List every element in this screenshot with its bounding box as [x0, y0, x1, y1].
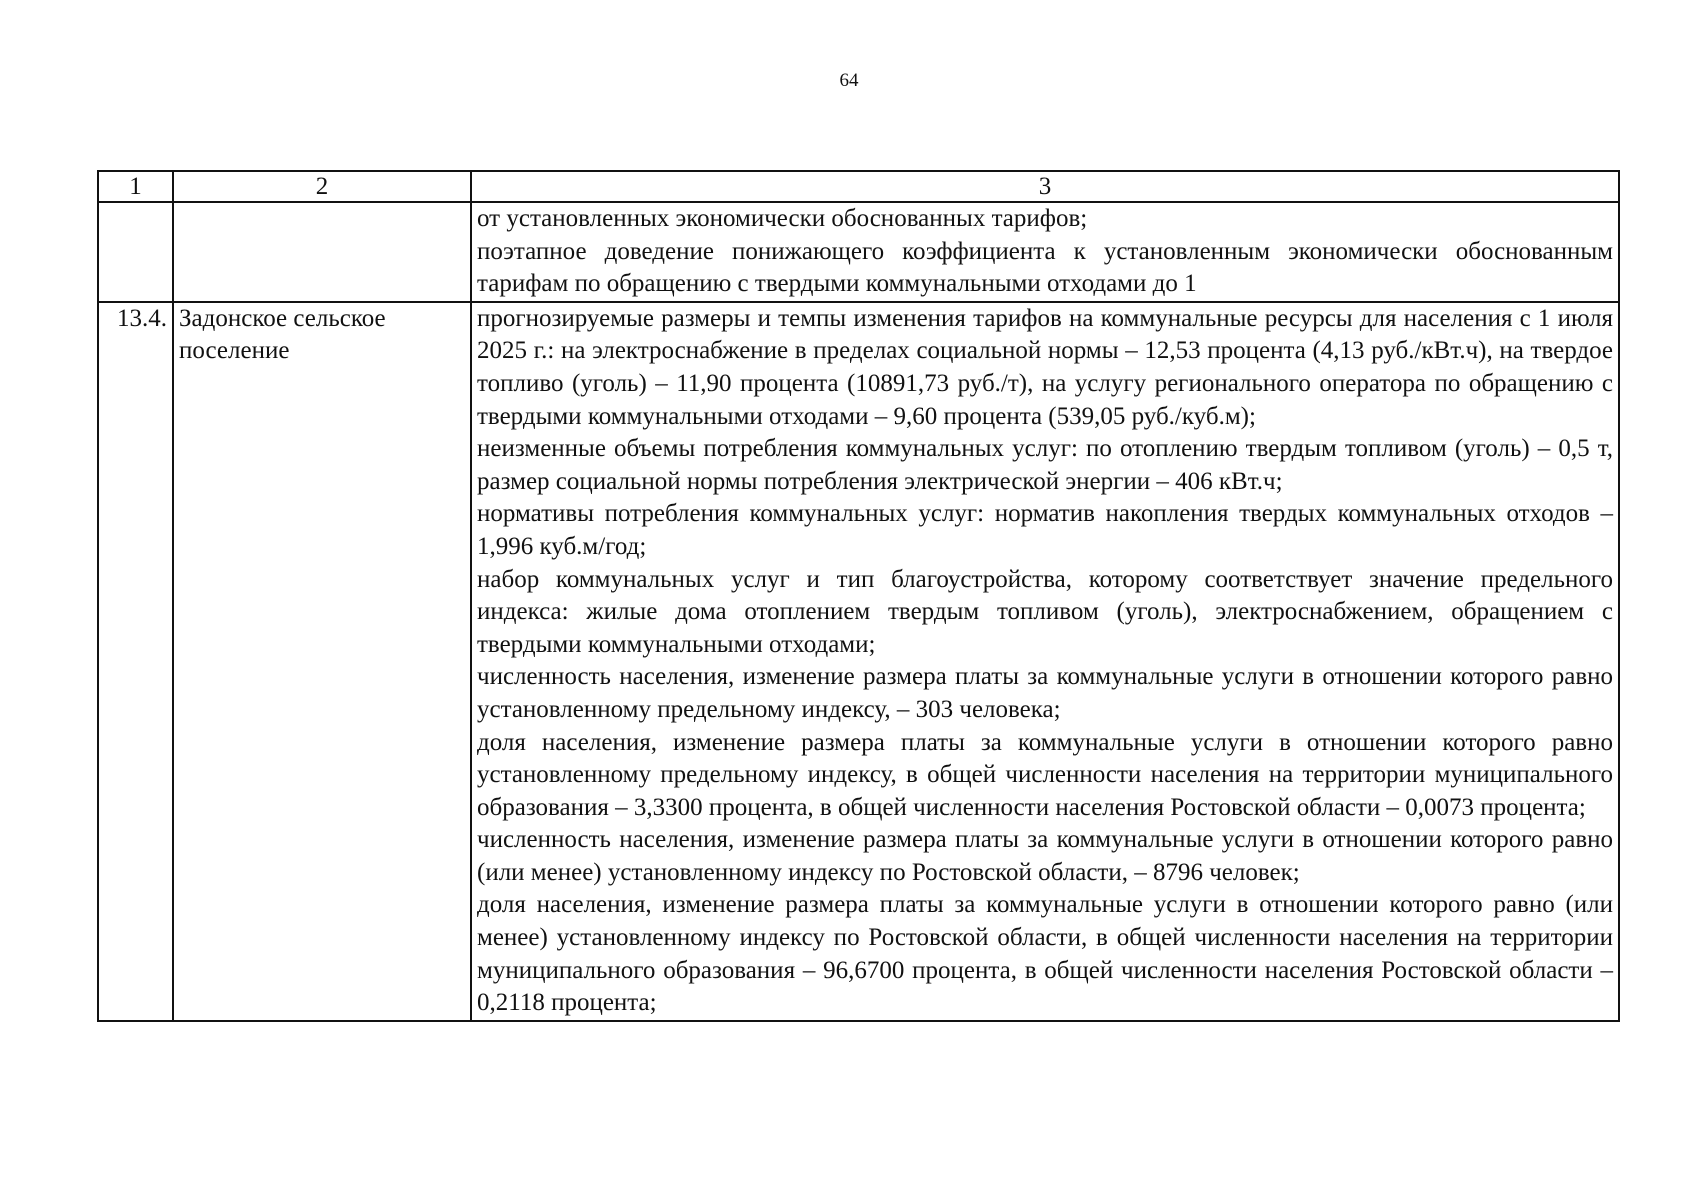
- paragraph: нормативы потребления коммунальных услуг: норматив накопления твердых коммунальных отходов – 1,996 куб.м/год;: [477, 500, 1613, 560]
- paragraph: поэтапное доведение понижающего коэффициента к установленным экономически обоснованным тарифам по обращению с твердыми коммунальными отходами до 1: [477, 237, 1613, 298]
- header-cell-1: 1: [98, 171, 173, 202]
- header-cell-3: 3: [471, 171, 1619, 202]
- content-cell: [471, 202, 1619, 302]
- paragraph: численность населения, изменение размера платы за коммунальные услуги в отношении которого равно установленному предельному индексу, – 303 человека;: [477, 663, 1613, 723]
- row-number-cell: 13.4.: [98, 302, 173, 1021]
- settlement-name-cell: [173, 202, 471, 302]
- paragraph: численность населения, изменение размера платы за коммунальные услуги в отношении которого равно (или менее) установленному индексу по Ростовской области, – 8796 человек;: [477, 826, 1613, 886]
- paragraph: прогнозируемые размеры и темпы изменения тарифов на коммунальные ресурсы для населения с 1 июля 2025 г.: на электроснабжение в пределах социальной нормы – 12,53 процента (4,13 руб./кВт.ч), на твердое топливо (уголь) – 11,90 процента (10891,73 руб./т), на услугу регионального оператора по обращению с твердыми коммунальными отходами – 9,60 процента (539,05 руб./куб.м);: [477, 304, 1613, 430]
- continuation-row: [98, 202, 1619, 302]
- paragraph: от установленных экономически обоснованных тарифов;: [477, 205, 1088, 232]
- paragraph: доля населения, изменение размера платы за коммунальные услуги в отношении которого равно (или менее) установленному индексу по Ростовской области, в общей численности населения на территории муниципального образования – 96,6700 процента, в общей численности населения Ростовской области – 0,2118 процента;: [477, 891, 1613, 1017]
- content-cell: [471, 302, 1619, 1021]
- paragraph: набор коммунальных услуг и тип благоустройства, которому соответствует значение предельного индекса: жилые дома отоплением твердым топливом (уголь), электроснабжением, обращением с твердыми коммунальными отходами;: [477, 565, 1613, 658]
- settlement-name-cell: Задонское сельское поселение: [173, 302, 471, 1021]
- paragraph: неизменные объемы потребления коммунальных услуг: по отоплению твердым топливом (уголь) – 0,5 т, размер социальной нормы потребления электрической энергии – 406 кВт.ч;: [477, 435, 1613, 495]
- tariff-table: [97, 170, 1620, 1022]
- paragraph: доля населения, изменение размера платы за коммунальные услуги в отношении которого равно установленному предельному индексу, в общей численности населения на территории муниципального образования – 3,3300 процента, в общей численности населения Ростовской области – 0,0073 процента;: [477, 728, 1613, 821]
- header-cell-2: 2: [173, 171, 471, 202]
- table-row-13-4: [98, 302, 1619, 1021]
- header-row: [98, 171, 1619, 202]
- page-number: 64: [839, 70, 859, 91]
- row-number-cell: [98, 202, 173, 302]
